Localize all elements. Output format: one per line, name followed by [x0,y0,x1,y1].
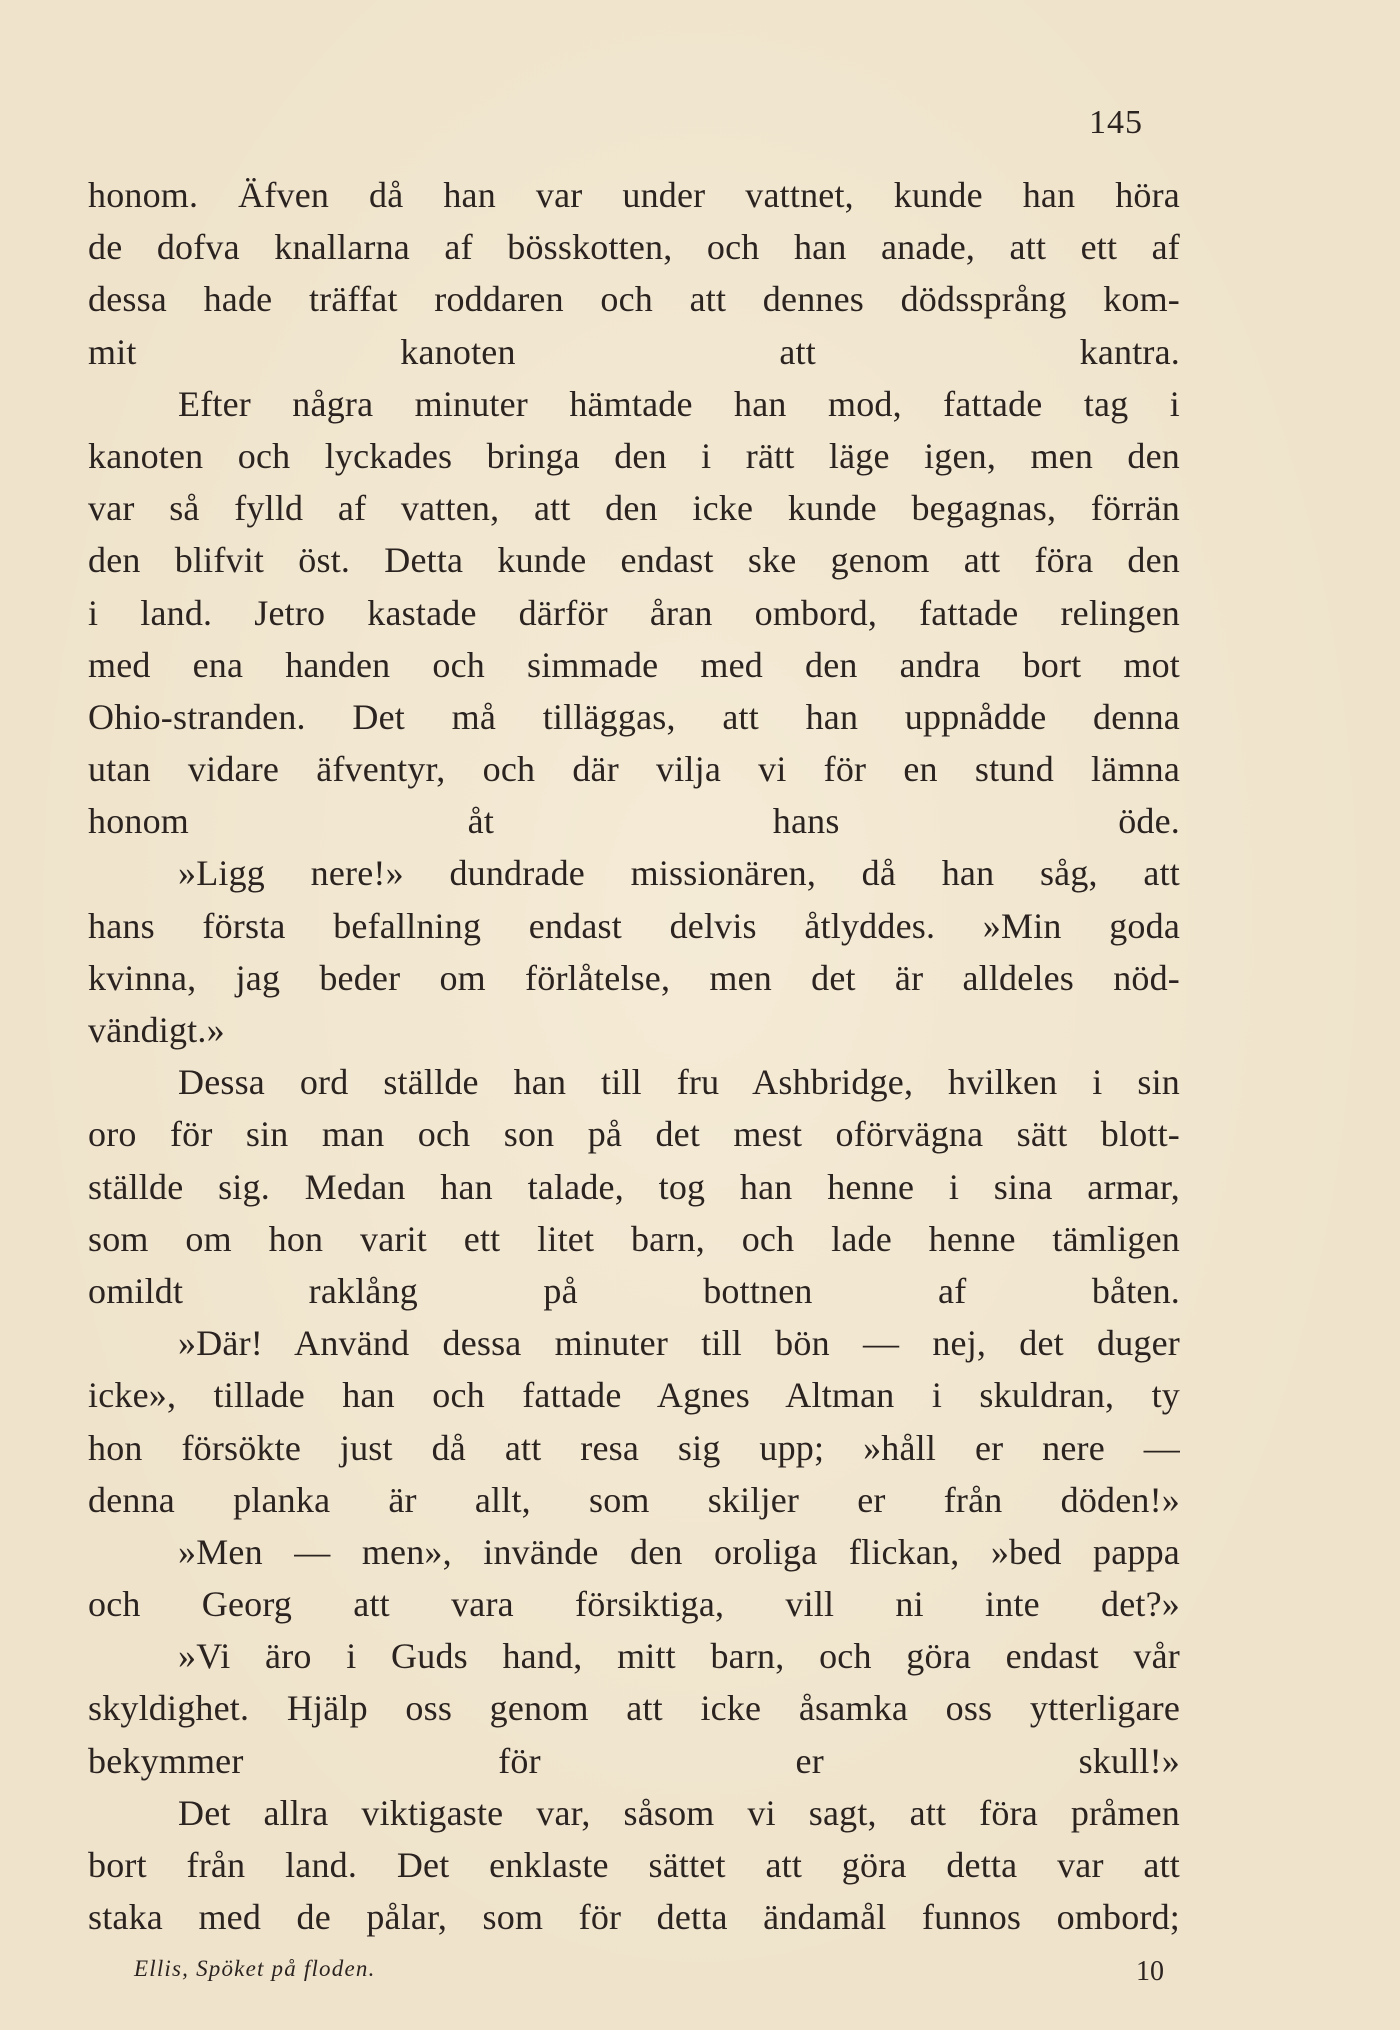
text-line: ställde sig. Medan han talade, tog han henne i sina armar, [88,1166,1180,1207]
page-footer [134,1956,1164,1996]
body-text [88,169,1180,1943]
text-line: Efter några minuter hämtade han mod, fattade tag i [178,383,1180,424]
text-line: oro för sin man och son på det mest oförvägna sätt blott- [88,1114,1180,1155]
text-line: denna planka är allt, som skiljer er från döden!» [88,1479,1180,1520]
text-line: utan vidare äfventyr, och där vilja vi för en stund lämna [88,749,1180,790]
text-line: icke», tillade han och fattade Agnes Altman i skuldran, ty [88,1375,1180,1416]
text-line: i land. Jetro kastade därför åran ombord, fattade relingen [88,592,1180,633]
text-line: »Vi äro i Guds hand, mitt barn, och göra endast vår [178,1636,1180,1677]
text-line: honom åt hans öde. [88,801,1180,842]
text-line: vändigt.» [88,1010,225,1050]
text-line: kvinna, jag beder om förlåtelse, men det är alldeles nöd- [88,957,1180,998]
text-line: dessa hade träffat roddaren och att dennes dödssprång kom- [88,279,1180,320]
text-line: »Ligg nere!» dundrade missionären, då han såg, att [178,853,1180,894]
text-line: kanoten och lyckades bringa den i rätt läge igen, men den [88,435,1180,476]
text-line: Det allra viktigaste var, såsom vi sagt, att föra pråmen [178,1792,1180,1833]
text-line: de dofva knallarna af bösskotten, och han anade, att ett af [88,227,1180,268]
text-line: staka med de pålar, som för detta ändamål funnos ombord; [88,1897,1180,1938]
text-line: Dessa ord ställde han till fru Ashbridge, hvilken i sin [178,1062,1180,1103]
text-line: bekymmer för er skull!» [88,1740,1180,1781]
text-line: bort från land. Det enklaste sättet att göra detta var att [88,1845,1180,1885]
footer-book-title: Ellis, Spöket på floden. [134,1956,376,1981]
text-line: »Där! Använd dessa minuter till bön — nej, det duger [178,1323,1180,1364]
text-line: hans första befallning endast delvis åtlyddes. »Min goda [88,905,1180,946]
text-line: och Georg att vara försiktiga, vill ni inte det?» [88,1584,1180,1625]
page-number: 145 [1089,104,1143,141]
text-line: som om hon varit ett litet barn, och lade henne tämligen [88,1218,1180,1259]
text-line: var så fylld af vatten, att den icke kunde begagnas, förrän [88,488,1180,529]
text-line: skyldighet. Hjälp oss genom att icke åsamka oss ytterligare [88,1688,1180,1729]
text-line: Ohio-stranden. Det må tilläggas, att han uppnådde denna [88,696,1180,737]
text-line: hon försökte just då att resa sig upp; »håll er nere — [88,1427,1180,1468]
footer-signature-mark: 10 [1136,1956,1164,1987]
text-line: honom. Äfven då han var under vattnet, kunde han höra [88,175,1180,215]
text-line: »Men — men», invände den oroliga flickan, »bed pappa [178,1531,1180,1572]
text-line: mit kanoten att kantra. [88,331,1180,372]
text-line: den blifvit öst. Detta kunde endast ske genom att föra den [88,540,1180,581]
text-line: omildt raklång på bottnen af båten. [88,1270,1180,1311]
text-line: med ena handen och simmade med den andra bort mot [88,644,1180,685]
